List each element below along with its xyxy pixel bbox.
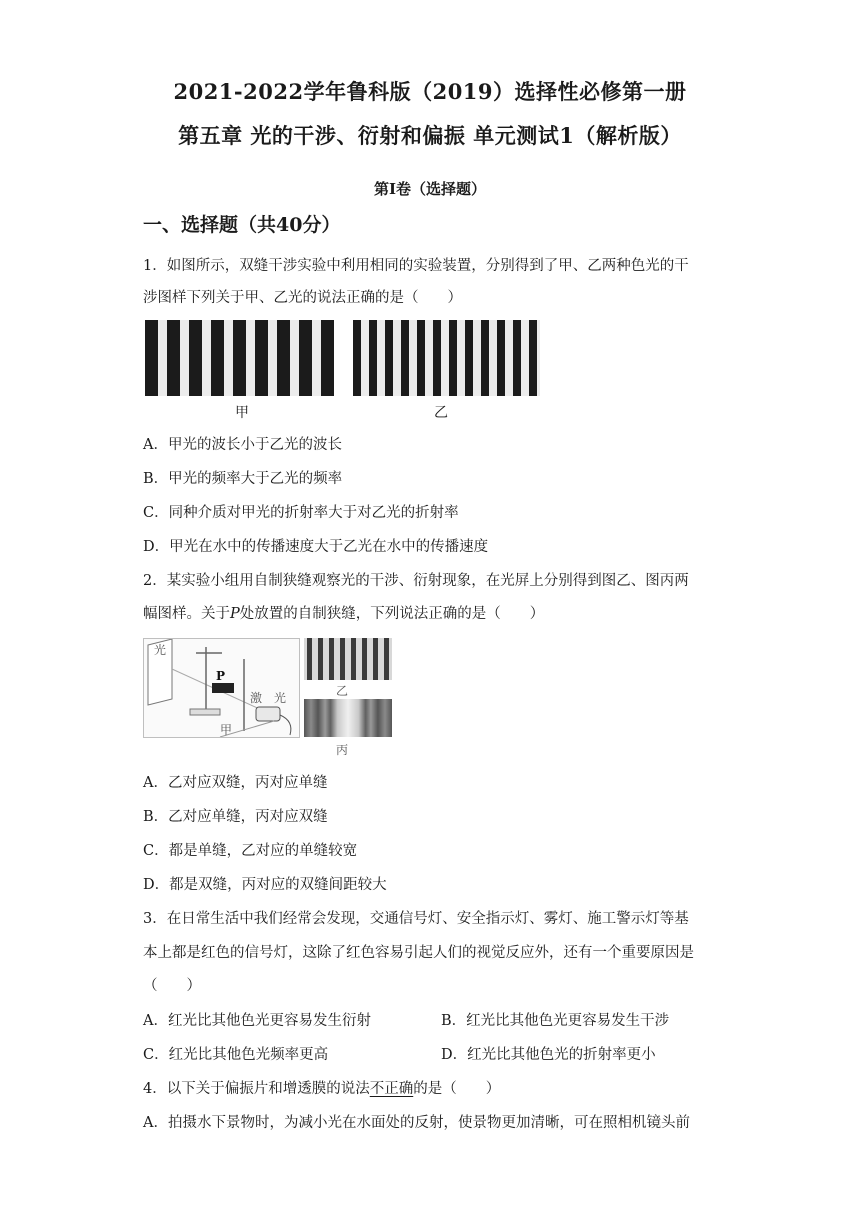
q1-pattern-yi (353, 320, 548, 396)
fringe (351, 638, 356, 680)
q2-option-c: C．都是单缝，乙对应的单缝较宽 (143, 843, 358, 859)
laser-device (256, 707, 280, 721)
label-slit-p: P (216, 669, 226, 683)
q4-stem-emphasis: 不正确 (369, 1081, 414, 1097)
q3-option-b: B．红光比其他色光更容易发生干涉 (441, 1013, 670, 1029)
q1-option-b: B．甲光的频率大于乙光的频率 (143, 471, 343, 487)
q4-option-a-line1: A．拍摄水下景物时，为减小光在水面处的反射，使景物更加清晰，可在照相机镜头前 (143, 1115, 690, 1131)
q2-stem-line1: 2．某实验小组用自制狭缝观察光的干涉、衍射现象，在光屏上分别得到图乙、图丙两 (143, 573, 689, 589)
q1-stem-line1: 1．如图所示，双缝干涉实验中利用相同的实验装置，分别得到了甲、乙两种色光的干 (143, 258, 689, 274)
q2-apparatus-figure (143, 638, 300, 738)
fringe (362, 638, 367, 680)
label-laser-a: 激 (250, 691, 263, 705)
fringe (340, 638, 345, 680)
q2-stem-line2 (143, 602, 544, 623)
q1-option-a: A．甲光的波长小于乙光的波长 (143, 437, 342, 453)
q2-slit-variable: P (230, 606, 240, 622)
q1-label-jia: 甲 (235, 405, 249, 421)
section-heading: 一、选择题（共40分） (143, 214, 341, 236)
label-laser-b: 光 (274, 691, 287, 705)
q3-stem-line3: （ ） (143, 978, 201, 994)
laser-cable (280, 715, 291, 735)
q2-option-a: A．乙对应双缝，丙对应单缝 (143, 775, 328, 791)
q4-stem (143, 1077, 500, 1098)
q2-label-yi: 乙 (336, 684, 349, 698)
fringe (373, 638, 378, 680)
stand-base-left (190, 709, 220, 715)
fringe (384, 638, 389, 680)
q1-option-d: D．甲光在水中的传播速度大于乙光在水中的传播速度 (143, 539, 489, 555)
q2-label-bing: 丙 (336, 743, 349, 757)
q3-stem-line1: 3．在日常生活中我们经常会发现，交通信号灯、安全指示灯、雾灯、施工警示灯等基 (143, 911, 689, 927)
slit-holder (212, 683, 234, 693)
fringe (329, 638, 334, 680)
q3-option-a: A．红光比其他色光更容易发生衍射 (143, 1013, 371, 1029)
label-fig-jia: 甲 (220, 723, 233, 737)
document-title-line1: 2021-2022学年鲁科版（2019）选择性必修第一册 (173, 79, 687, 104)
volume-heading: 第Ⅰ卷（选择题） (373, 180, 487, 198)
fringe (318, 638, 323, 680)
q1-option-c: C．同种介质对甲光的折射率大于对乙光的折射率 (143, 505, 459, 521)
fringe (307, 638, 312, 680)
q1-label-yi: 乙 (434, 405, 448, 421)
q2-option-b: B．乙对应单缝，丙对应双缝 (143, 809, 328, 825)
q3-option-c: C．红光比其他色光频率更高 (143, 1047, 329, 1063)
q3-option-d: D．红光比其他色光的折射率更小 (441, 1047, 656, 1063)
q2-stem-text-a: 幅图样。关于 (143, 606, 230, 622)
q1-pattern-jia (145, 320, 340, 396)
q2-stem-text-b: 处放置的自制狭缝，下列说法正确的是（ ） (239, 606, 545, 622)
q3-stem-line2: 本上都是红色的信号灯，这除了红色容易引起人们的视觉反应外，还有一个重要原因是 (143, 945, 694, 961)
q4-stem-text-b: 的是（ ） (413, 1081, 501, 1097)
q2-pattern-yi (304, 638, 392, 680)
q2-pattern-bing (304, 699, 392, 737)
q1-stem-line2: 涉图样下列关于甲、乙光的说法正确的是（ ） (143, 290, 462, 306)
label-screen: 光 (154, 643, 167, 657)
document-title-line2: 第五章 光的干涉、衍射和偏振 单元测试1（解析版） (178, 123, 682, 148)
q2-option-d: D．都是双缝，丙对应的双缝间距较大 (143, 877, 387, 893)
q4-stem-text-a: 4．以下关于偏振片和增透膜的说法 (143, 1081, 370, 1097)
